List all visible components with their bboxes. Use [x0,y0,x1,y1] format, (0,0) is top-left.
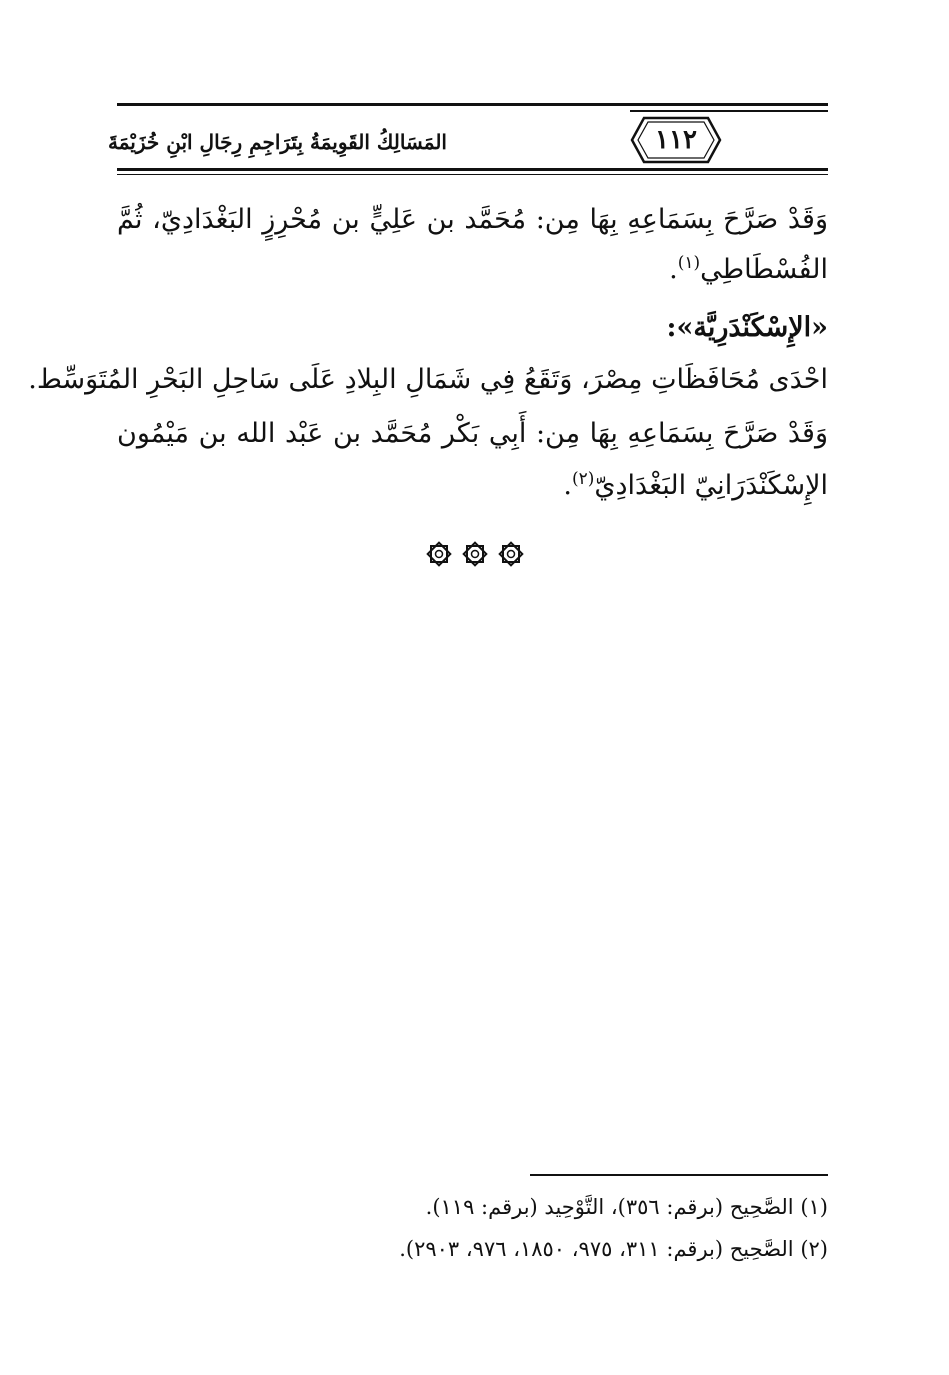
footnote-1: (١) الصَّحِيح (برقم: ٣٥٦)، التَّوْحِيد (برقم: ١١٩). [425,1195,828,1219]
page-number: ١١٢ [655,125,697,155]
eight-point-star-icon [425,540,453,568]
section-end-ornaments [425,540,525,570]
header-bottom-rule [117,168,828,171]
body-line-3: احْدَى مُحَافَظَاتِ مِصْرَ، وَتَقَعُ فِي شَمَالِ البِلادِ عَلَى سَاحِلِ البَحْرِ المُتَوَسِّط. [28,364,828,395]
eight-point-star-icon [497,540,525,568]
header-top-rule [117,103,828,106]
page-number-frame [630,116,722,164]
body-line-1: وَقَدْ صَرَّحَ بِسَمَاعِهِ بِهَا مِن: مُحَمَّد بن عَلِيٍّ بن مُحْرِزٍ البَغْدَادِيّ، ثُمَّ [117,204,828,235]
footnote-2: (٢) الصَّحِيح (برقم: ٣١١، ٩٧٥، ١٨٥٠، ٩٧٦، ٢٩٠٣). [399,1237,828,1261]
running-title: المَسَالِكُ القَوِيمَةُ بِتَرَاجِمِ رِجَالِ ابْنِ خُزَيْمَةَ [108,130,447,154]
footnote-ref-2: (٢) [571,469,595,489]
body-line-2 [117,250,828,290]
footnote-ref-1: (١) [677,253,701,273]
body-line-2-text: الفُسْطَاطِي [700,254,828,285]
eight-point-star-icon [461,540,489,568]
header-bottom-rule-thin [117,174,828,175]
body-line-5-text: الإِسْكَنْدَرَانِيّ البَغْدَادِيّ [594,470,828,501]
header-top-rule-inner [630,110,828,112]
body-line-2-end: . [669,254,678,285]
section-heading: «الإِسْكَنْدَرِيَّة»: [666,312,828,343]
body-line-5-end: . [563,470,572,501]
body-line-5 [117,466,828,506]
footnote-separator [530,1174,828,1176]
body-line-4: وَقَدْ صَرَّحَ بِسَمَاعِهِ بِهَا مِن: أَبِي بَكْر مُحَمَّد بن عَبْد الله بن مَيْمُون [117,418,828,449]
